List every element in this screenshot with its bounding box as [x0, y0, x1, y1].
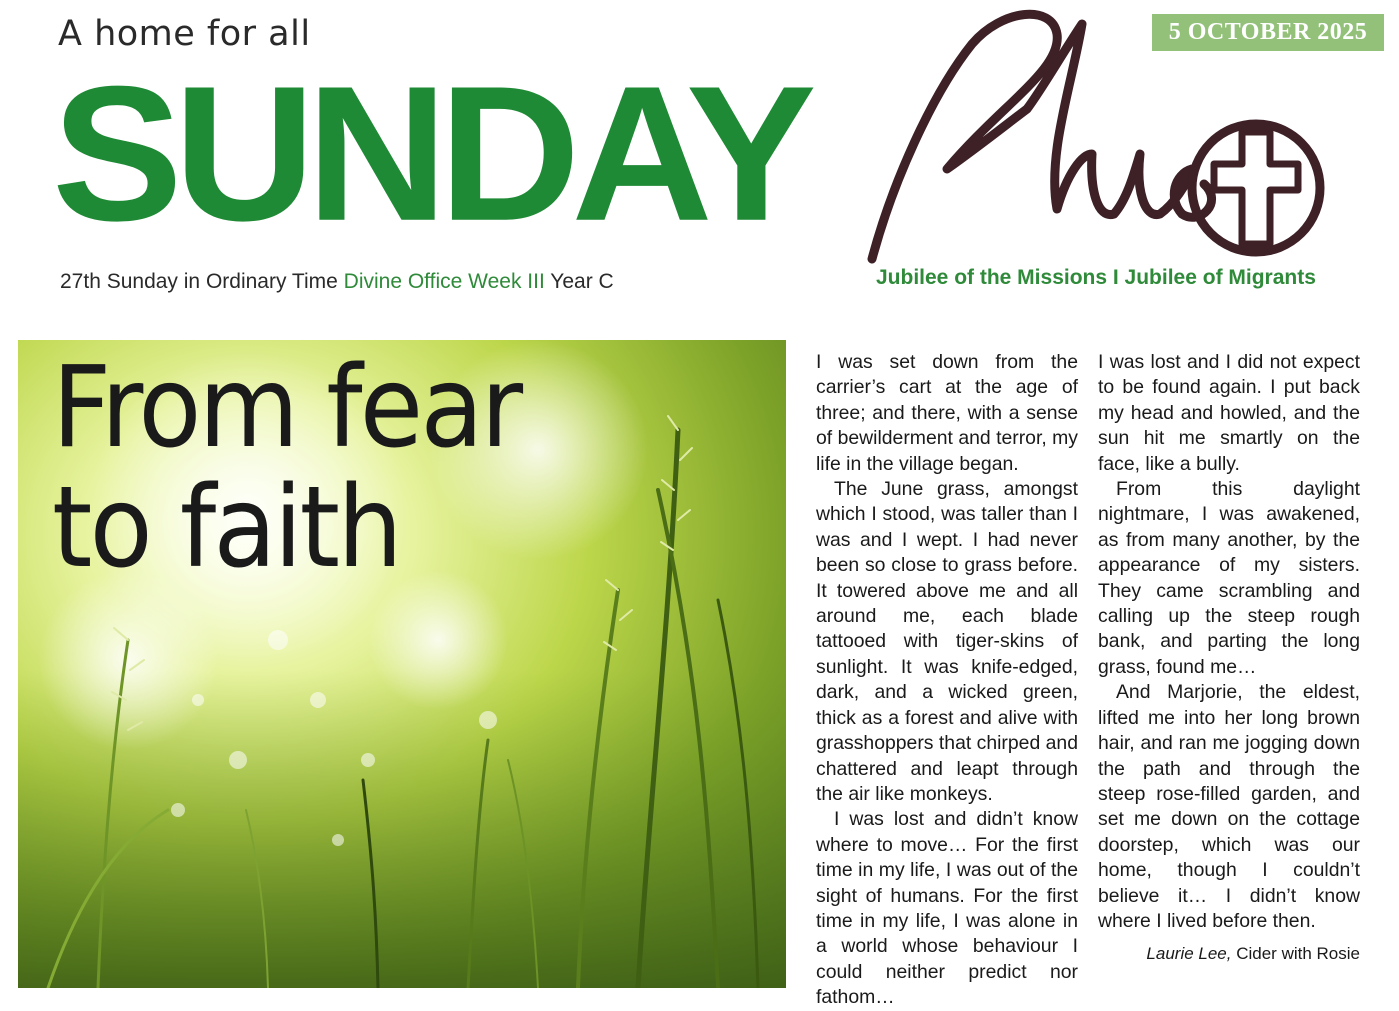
credit-work: Cider with Rosie: [1231, 944, 1360, 963]
paragraph: The June grass, amongst which I stood, was taller than I was and I wept. I had never been so close to grass before. It towered above me and all around me, each blade tattooed with tiger-skins of sunlight. It was knife-edged, dark, and a wicked green, thick as a forest and alive with grasshoppers that chirped and chattered and leapt through the air like monkeys.: [816, 478, 1078, 805]
article-column-1: [816, 350, 1078, 1011]
paragraph: From this daylight nightmare, I was awakened, as from many another, by the appearance of my sisters. They came scrambling and calling up the steep rough bank, and parting the long grass, found me…: [1098, 478, 1360, 678]
jubilee-line: Jubilee of the Missions I Jubilee of Migrants: [876, 266, 1316, 289]
paragraph: I was set down from the carrier’s cart at the age of three; and there, with a sense of bewilderment and terror, my life in the village began.: [816, 351, 1078, 475]
plus-script-stroke: [872, 14, 1212, 259]
date-badge: 5 OCTOBER 2025: [1152, 14, 1384, 51]
quote-credit: [1130, 944, 1360, 964]
subtitle-plain: 27th Sunday in Ordinary Time: [60, 270, 344, 293]
headline-line-2: to faith: [52, 463, 400, 593]
paragraph: I was lost and I did not expect to be found again. I put back my head and howled, and the sun hit me smartly on the face, like a bully.: [1098, 351, 1360, 475]
cross-icon: [1214, 132, 1298, 244]
credit-author: Laurie Lee,: [1146, 944, 1232, 963]
tagline: A home for all: [58, 14, 311, 54]
plus-logo: [852, 4, 1332, 266]
grass-photo: [18, 340, 786, 988]
feature-headline: [52, 343, 521, 593]
paragraph: I was lost and didn’t know where to move… For the first time in my life, I was out of the sight of humans. For the first time in my life, I was alone in a world whose behaviour I could neither predict nor fathom…: [816, 808, 1078, 1009]
liturgical-subtitle: [60, 270, 614, 294]
article-column-2: [1098, 350, 1360, 934]
headline-line-1: From fear: [52, 343, 521, 473]
subtitle-green: Divine Office Week III: [343, 270, 551, 293]
paragraph: And Marjorie, the eldest, lifted me into her long brown hair, and ran me jogging down the path and through the steep rose-filled garden, and set me down on the cottage doorstep, which was our home, though I couldn’t believe it… I didn’t know where I lived before then.: [1098, 681, 1360, 932]
subtitle-end: Year C: [550, 270, 614, 293]
masthead-title: SUNDAY: [52, 46, 808, 261]
